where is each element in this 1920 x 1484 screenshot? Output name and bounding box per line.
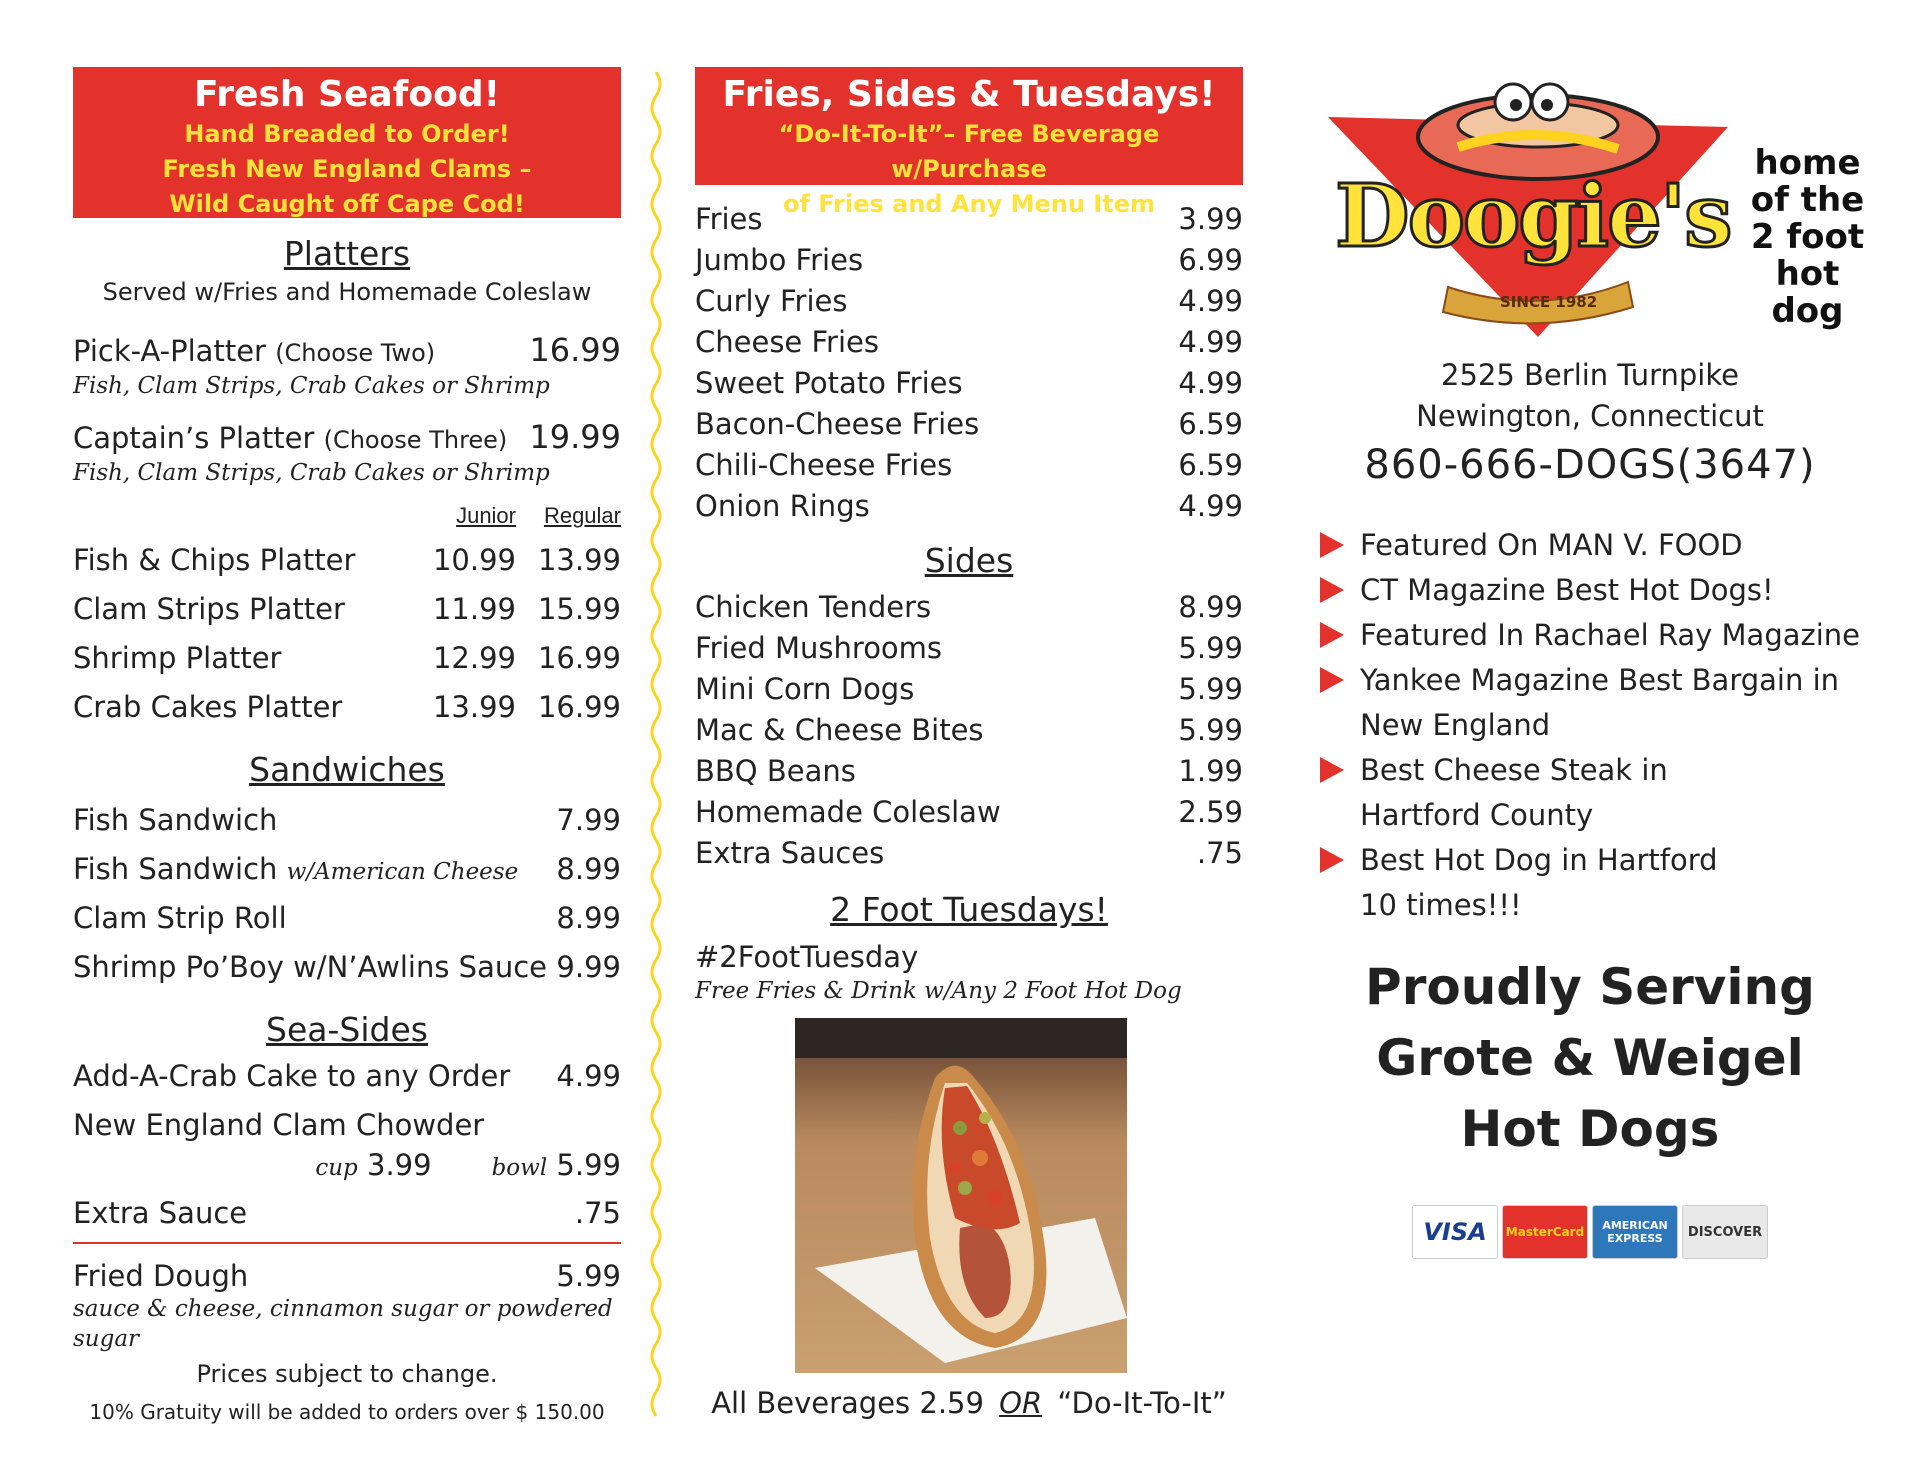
platter-item-regular: 15.99 xyxy=(537,592,621,626)
sides-item-name: BBQ Beans xyxy=(695,754,856,788)
fries-item-price: 6.59 xyxy=(1178,407,1243,441)
logo-tag-3: 2 foot xyxy=(1750,217,1865,257)
chowder-sizes xyxy=(73,1150,621,1183)
pick-a-platter xyxy=(73,332,621,371)
platter-item-junior: 10.99 xyxy=(432,543,516,577)
fries-item-name: Curly Fries xyxy=(695,284,848,318)
beverages-price: All Beverages 2.59 xyxy=(711,1386,984,1420)
beverages-or: OR xyxy=(999,1386,1043,1420)
wavy-divider xyxy=(648,72,664,1432)
payment-cards xyxy=(1310,1205,1870,1259)
pick-a-platter-choose: (Choose Two) xyxy=(275,339,436,367)
seaside-item xyxy=(73,1101,621,1150)
feature-text: Best Cheese Steak in Hartford County xyxy=(1360,753,1668,832)
chowder-bowl-price: 5.99 xyxy=(556,1148,621,1182)
pick-a-platter-name: Pick-A-Platter xyxy=(73,334,266,368)
platter-list xyxy=(73,536,621,732)
seaside-item xyxy=(73,1052,621,1101)
captains-platter-price: 19.99 xyxy=(529,418,621,456)
platters-heading: Platters xyxy=(283,234,411,273)
pick-a-platter-price: 16.99 xyxy=(529,331,621,369)
fries-item-price: 4.99 xyxy=(1178,489,1243,523)
sandwich-item xyxy=(73,845,621,894)
size-regular-header: Regular xyxy=(543,503,621,528)
seaside-item xyxy=(73,1189,621,1238)
logo-since: SINCE 1982 xyxy=(1500,293,1598,311)
chowder-cup-price: 3.99 xyxy=(367,1148,432,1182)
sandwich-name: Fish Sandwich xyxy=(73,852,278,886)
red-triangle-icon xyxy=(1320,622,1344,648)
size-junior-header: Junior xyxy=(456,503,516,528)
fried-dough xyxy=(73,1258,621,1294)
sandwich-extra: w/American Cheese xyxy=(286,859,519,885)
platter-item-name: Crab Cakes Platter xyxy=(73,690,343,724)
fries-item-name: Cheese Fries xyxy=(695,325,879,359)
sides-item-name: Extra Sauces xyxy=(695,836,885,870)
tuesday-hashtag: #2FootTuesday xyxy=(695,940,919,974)
seaside-crab-name: Add-A-Crab Cake to any Order xyxy=(73,1059,511,1093)
seafood-subtitle-2: Fresh New England Clams – xyxy=(162,155,532,183)
red-triangle-icon xyxy=(1320,577,1344,603)
fries-item xyxy=(695,445,1243,486)
feature-item xyxy=(1320,523,1870,568)
platter-item-junior: 13.99 xyxy=(432,690,516,724)
sides-item-name: Fried Mushrooms xyxy=(695,631,943,665)
feature-text: Yankee Magazine Best Bargain in New England xyxy=(1360,663,1840,742)
seaside-crab-price: 4.99 xyxy=(556,1059,621,1093)
captains-platter-name: Captain’s Platter xyxy=(73,421,315,455)
seaside-sauce-name: Extra Sauce xyxy=(73,1196,248,1230)
fried-dough-name: Fried Dough xyxy=(73,1259,249,1293)
captains-platter-choose: (Choose Three) xyxy=(323,426,508,454)
info-column xyxy=(1310,67,1870,1401)
fries-item-name: Onion Rings xyxy=(695,489,870,523)
chowder-bowl-label: bowl xyxy=(491,1155,548,1181)
fries-subtitle-1: “Do-It-To-It”– Free Beverage w/Purchase xyxy=(778,120,1160,183)
fries-column xyxy=(695,67,1243,1423)
logo-tagline xyxy=(1745,145,1870,330)
feature-item xyxy=(1320,658,1870,748)
platter-item-name: Fish & Chips Platter xyxy=(73,543,356,577)
discover-card-icon: DISCOVER xyxy=(1682,1205,1768,1259)
sides-item-price: 5.99 xyxy=(1178,713,1243,747)
sides-item xyxy=(695,792,1243,833)
sides-item-price: 1.99 xyxy=(1178,754,1243,788)
platter-item-regular: 16.99 xyxy=(537,690,621,724)
fries-item-price: 4.99 xyxy=(1178,325,1243,359)
red-triangle-icon xyxy=(1320,757,1344,783)
phone-number: 860-666-DOGS(3647) xyxy=(1364,442,1816,488)
red-triangle-icon xyxy=(1320,532,1344,558)
platter-item-name: Clam Strips Platter xyxy=(73,592,345,626)
red-divider xyxy=(73,1242,621,1244)
sandwich-price: 7.99 xyxy=(556,803,621,837)
platter-item-name: Shrimp Platter xyxy=(73,641,282,675)
seafood-title: Fresh Seafood! xyxy=(194,74,500,115)
captains-platter xyxy=(73,419,621,458)
fried-dough-price: 5.99 xyxy=(556,1259,621,1293)
feature-text: Featured On MAN V. FOOD xyxy=(1360,528,1743,562)
sides-item xyxy=(695,587,1243,628)
seasides-heading: Sea-Sides xyxy=(266,1010,428,1049)
red-triangle-icon xyxy=(1320,847,1344,873)
fries-item xyxy=(695,240,1243,281)
sides-item-price: 2.59 xyxy=(1178,795,1243,829)
sides-item-name: Mac & Cheese Bites xyxy=(695,713,984,747)
sandwich-name: Fish Sandwich xyxy=(73,803,278,837)
chowder-cup-label: cup xyxy=(315,1155,358,1181)
feature-item xyxy=(1320,613,1870,658)
platter-item-junior: 12.99 xyxy=(432,641,516,675)
logo-wordmark: Doogie's xyxy=(1335,166,1731,267)
platter-item-regular: 13.99 xyxy=(537,543,621,577)
feature-item xyxy=(1320,838,1870,928)
fries-item-name: Jumbo Fries xyxy=(695,243,864,277)
seaside-sauce-price: .75 xyxy=(574,1196,621,1230)
sides-item-name: Mini Corn Dogs xyxy=(695,672,915,706)
fries-item-price: 6.99 xyxy=(1178,243,1243,277)
sides-item xyxy=(695,669,1243,710)
platters-note: Served w/Fries and Homemade Coleslaw xyxy=(102,278,592,306)
address-street: 2525 Berlin Turnpike xyxy=(1441,358,1739,392)
beverages-do-it: “Do-It-To-It” xyxy=(1057,1386,1227,1420)
fries-subtitle-2: of Fries and Any Menu Item xyxy=(783,190,1155,218)
tuesdays-heading: 2 Foot Tuesdays! xyxy=(830,890,1108,929)
fries-item-price: 6.59 xyxy=(1178,448,1243,482)
red-triangle-icon xyxy=(1320,667,1344,693)
sandwich-name: Clam Strip Roll xyxy=(73,901,287,935)
fries-item-name: Chili-Cheese Fries xyxy=(695,448,953,482)
feature-item xyxy=(1320,568,1870,613)
logo-tag-2: of the xyxy=(1750,180,1865,220)
sandwich-price: 8.99 xyxy=(556,852,621,886)
proudly-serving-3: Hot Dogs xyxy=(1460,1100,1720,1158)
fries-item xyxy=(695,363,1243,404)
feature-text: Best Hot Dog in Hartford 10 times!!! xyxy=(1360,843,1718,922)
fried-dough-desc: sauce & cheese, cinnamon sugar or powdered sugar xyxy=(73,1296,613,1352)
seafood-subtitle-3: Wild Caught off Cape Cod! xyxy=(169,190,525,218)
sides-item xyxy=(695,710,1243,751)
sides-item-name: Chicken Tenders xyxy=(695,590,932,624)
features-list xyxy=(1310,523,1870,928)
mastercard-icon: MasterCard xyxy=(1502,1205,1588,1259)
sides-item-price: 8.99 xyxy=(1178,590,1243,624)
feature-text: Featured In Rachael Ray Magazine xyxy=(1360,618,1860,652)
seafood-banner xyxy=(73,67,621,218)
tuesday-desc: Free Fries & Drink w/Any 2 Foot Hot Dog xyxy=(695,978,1182,1004)
sandwich-item xyxy=(73,894,621,943)
seafood-subtitle-1: Hand Breaded to Order! xyxy=(184,120,510,148)
fries-item xyxy=(695,281,1243,322)
proudly-serving-2: Grote & Weigel xyxy=(1376,1029,1804,1087)
sandwich-name: Shrimp Po’Boy w/N’Awlins Sauce xyxy=(73,950,548,984)
fries-item xyxy=(695,404,1243,445)
hot-dog-photo xyxy=(795,1018,1127,1373)
fries-item-name: Bacon-Cheese Fries xyxy=(695,407,980,441)
sandwich-item xyxy=(73,943,621,992)
sides-item-name: Homemade Coleslaw xyxy=(695,795,1001,829)
sides-heading: Sides xyxy=(924,541,1014,580)
fries-item xyxy=(695,486,1243,527)
address-city: Newington, Connecticut xyxy=(1416,399,1764,433)
logo-tag-4: hot dog xyxy=(1771,254,1844,331)
fries-item-price: 3.99 xyxy=(1178,202,1243,236)
gratuity-note: 10% Gratuity will be added to orders over $ 150.00 xyxy=(89,1400,605,1424)
fries-item-price: 4.99 xyxy=(1178,366,1243,400)
sides-item xyxy=(695,628,1243,669)
seaside-chowder-name: New England Clam Chowder xyxy=(73,1108,485,1142)
fries-item-name: Sweet Potato Fries xyxy=(695,366,963,400)
fries-banner xyxy=(695,67,1243,218)
fries-item xyxy=(695,322,1243,363)
platter-size-headers xyxy=(73,502,621,530)
sandwich-price: 9.99 xyxy=(556,950,621,984)
sides-item xyxy=(695,751,1243,792)
feature-text: CT Magazine Best Hot Dogs! xyxy=(1360,573,1774,607)
sandwich-price: 8.99 xyxy=(556,901,621,935)
pick-a-platter-desc: Fish, Clam Strips, Crab Cakes or Shrimp xyxy=(73,373,550,399)
platter-item-regular: 16.99 xyxy=(537,641,621,675)
captains-platter-desc: Fish, Clam Strips, Crab Cakes or Shrimp xyxy=(73,460,550,486)
amex-card-icon: AMERICAN EXPRESS xyxy=(1592,1205,1678,1259)
feature-item xyxy=(1320,748,1870,838)
doogies-logo xyxy=(1310,67,1870,357)
sides-item-price: 5.99 xyxy=(1178,631,1243,665)
fries-title: Fries, Sides & Tuesdays! xyxy=(722,74,1216,115)
sides-item xyxy=(695,833,1243,874)
visa-card-icon: VISA xyxy=(1412,1205,1498,1259)
sandwiches-heading: Sandwiches xyxy=(249,750,445,789)
sandwich-item xyxy=(73,796,621,845)
beverages-line xyxy=(695,1383,1243,1423)
sides-item-price: 5.99 xyxy=(1178,672,1243,706)
fries-item-price: 4.99 xyxy=(1178,284,1243,318)
sides-item-price: .75 xyxy=(1196,836,1243,870)
platter-item-junior: 11.99 xyxy=(432,592,516,626)
seafood-column xyxy=(73,67,621,1428)
prices-note: Prices subject to change. xyxy=(196,1360,498,1388)
proudly-serving-1: Proudly Serving xyxy=(1365,958,1815,1016)
logo-tag-1: home xyxy=(1754,143,1861,183)
fries-item-name: Fries xyxy=(695,202,763,236)
